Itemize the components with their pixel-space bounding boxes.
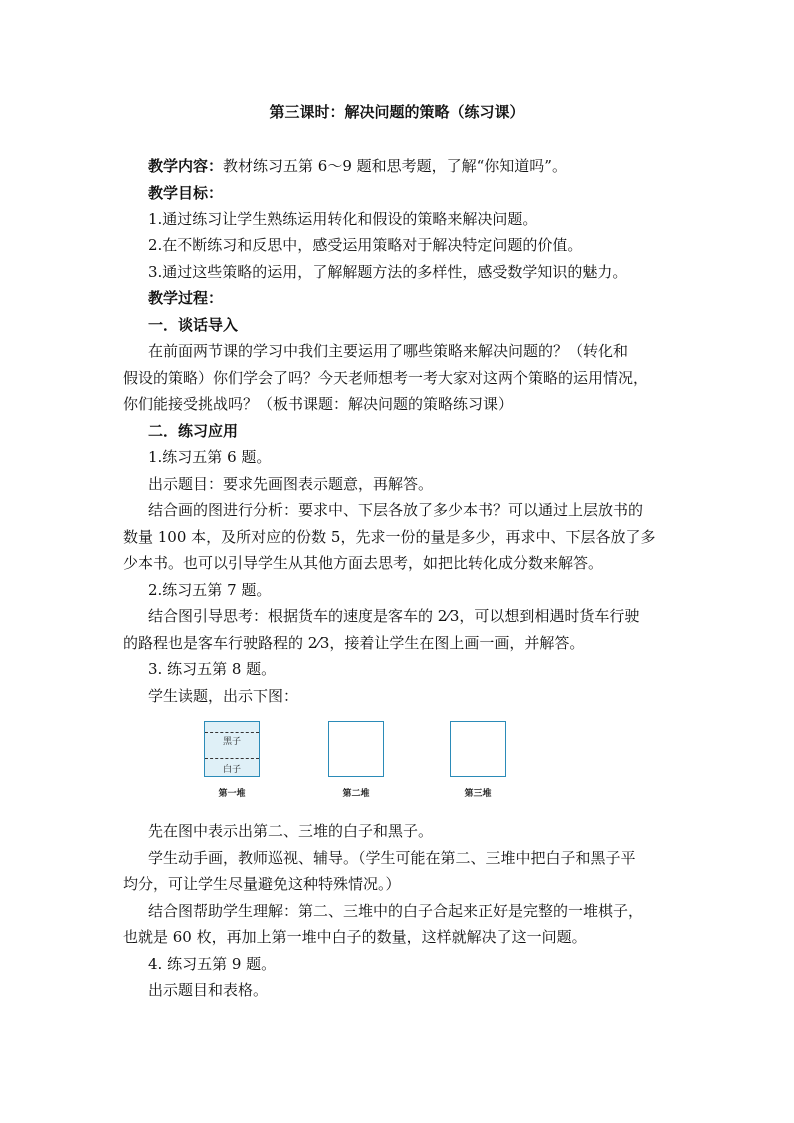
content-text: 教材练习五第 6～9 题和思考题，了解“你知道吗”。 — [223, 157, 567, 175]
paragraph-line: 学生动手画，教师巡视、辅导。（学生可能在第二、三堆中把白子和黑子平 — [148, 849, 636, 867]
paragraph-line: 结合图帮助学生理解：第二、三堆中的白子合起来正好是完整的一堆棋子， — [148, 902, 644, 920]
piles-figure — [200, 720, 520, 805]
exercise-title: 4. 练习五第 9 题。 — [148, 955, 277, 973]
exercise-title: 1.练习五第 6 题。 — [148, 448, 272, 466]
paragraph-line: 结合画的图进行分析：要求中、下层各放了多少本书？可以通过上层放书的 — [148, 501, 644, 519]
pile-label: 第三堆 — [464, 789, 492, 799]
pile-label: 第二堆 — [342, 789, 370, 799]
paragraph-line: 你们能接受挑战吗？（板书课题：解决问题的策略练习课） — [123, 395, 514, 413]
process-label: 教学过程： — [148, 289, 224, 307]
black-piece-label: 黑子 — [222, 737, 241, 747]
paragraph-line: 假设的策略）你们学会了吗？今天老师想考一考大家对这两个策略的运用情况， — [123, 369, 649, 387]
paragraph-line: 出示题目和表格。 — [148, 981, 269, 999]
paragraph-line: 也就是 60 枚，再加上第一堆中白子的数量，这样就解决了这一问题。 — [123, 928, 587, 946]
paragraph-line: 先在图中表示出第二、三堆的白子和黑子。 — [148, 822, 434, 840]
goal-item: 2.在不断练习和反思中，感受运用策略对于解决特定问题的价值。 — [148, 236, 583, 254]
paragraph-line: 的路程也是客车行驶路程的 2⁄3，接着让学生在图上画一画，并解答。 — [123, 634, 585, 652]
divider-line — [205, 758, 259, 759]
paragraph-line: 数量 100 本，及所对应的份数 5，先求一份的量是多少，再求中、下层各放了多 — [123, 528, 656, 546]
goal-item: 1.通过练习让学生熟练运用转化和假设的策略来解决问题。 — [148, 210, 538, 228]
pile-1-box — [204, 721, 260, 777]
goals-label: 教学目标： — [148, 184, 224, 202]
page-title: 第三课时：解决问题的策略（练习课） — [269, 103, 525, 121]
exercise-title: 3. 练习五第 8 题。 — [148, 660, 277, 678]
section1-title: 一．谈话导入 — [148, 316, 239, 334]
content-line — [148, 153, 678, 180]
divider-line — [205, 732, 259, 733]
paragraph-line: 在前面两节课的学习中我们主要运用了哪些策略来解决问题的？（转化和 — [148, 342, 629, 360]
white-piece-label: 白子 — [222, 765, 241, 775]
goal-item: 3.通过这些策略的运用，了解解题方法的多样性，感受数学知识的魅力。 — [148, 263, 628, 281]
paragraph-line: 出示题目：要求先画图表示题意，再解答。 — [148, 475, 434, 493]
paragraph-line: 均分，可让学生尽量避免这种特殊情况。） — [123, 875, 401, 893]
paragraph-line: 学生读题，出示下图： — [148, 687, 299, 705]
pile-3-box — [450, 721, 506, 777]
exercise-title: 2.练习五第 7 题。 — [148, 581, 272, 599]
paragraph-line: 少本书。也可以引导学生从其他方面去思考，如把比转化成分数来解答。 — [123, 554, 604, 572]
content-label: 教学内容： — [148, 157, 224, 175]
pile-label: 第一堆 — [218, 789, 246, 799]
section2-title: 二．练习应用 — [148, 422, 239, 440]
pile-2-box — [328, 721, 384, 777]
paragraph-line: 结合图引导思考：根据货车的速度是客车的 2⁄3，可以想到相遇时货车行驶 — [148, 607, 640, 625]
